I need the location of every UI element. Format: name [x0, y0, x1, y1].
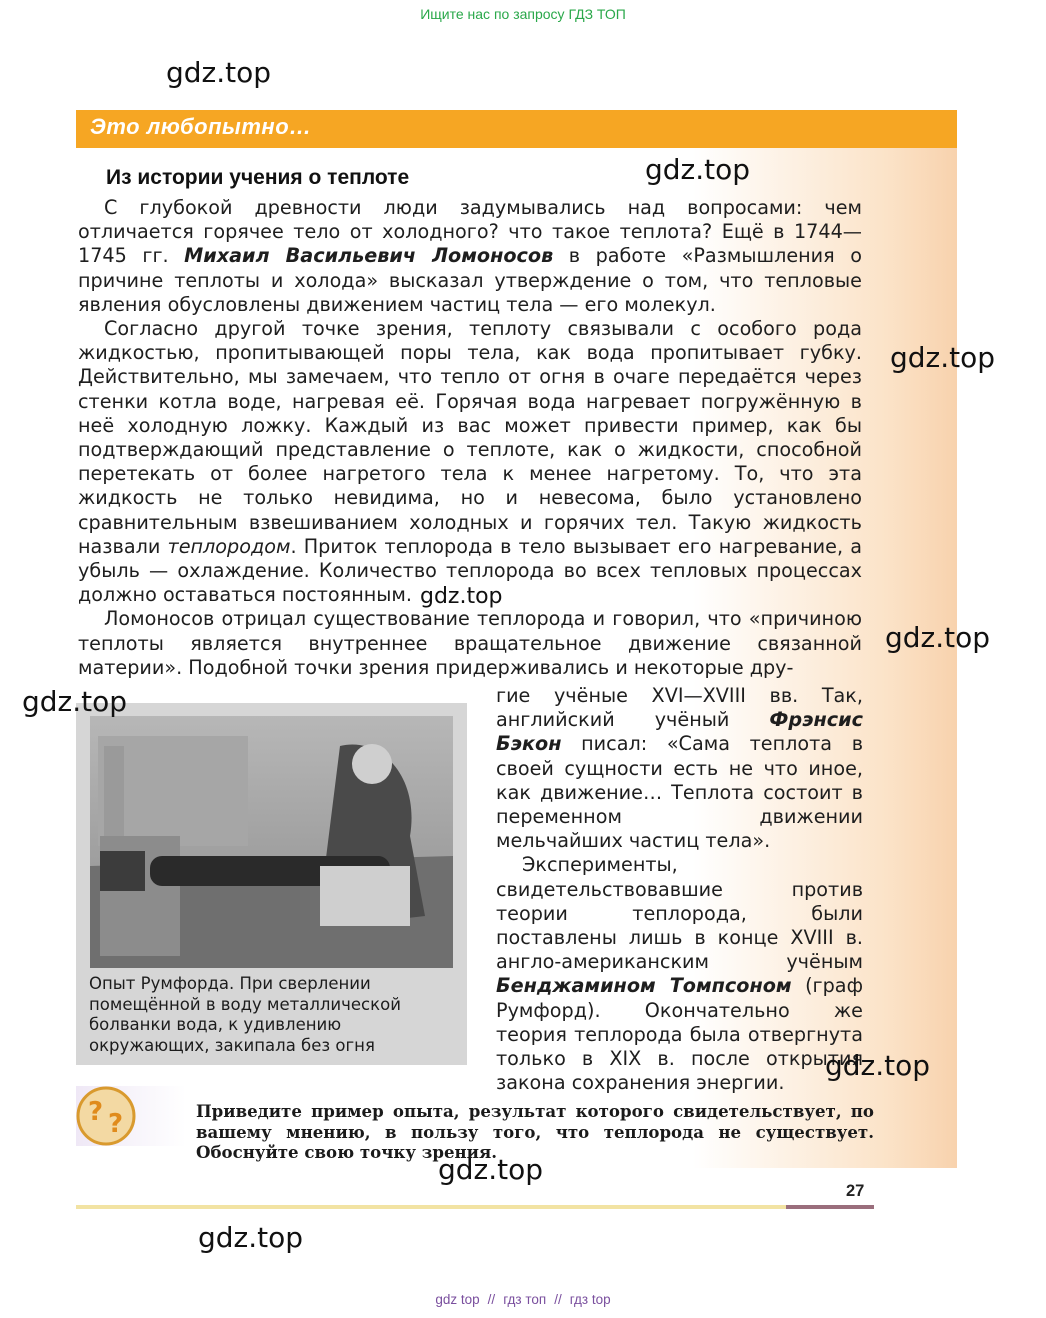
separator: // [487, 1292, 496, 1307]
section-title: Из истории учения о теплоте [106, 166, 410, 189]
footer-rule-accent [786, 1205, 874, 1209]
bottom-link[interactable]: гдз top [569, 1292, 611, 1307]
bottom-links [0, 1292, 1046, 1307]
bottom-link[interactable]: гдз топ [503, 1292, 547, 1307]
thompson-name: Бенджамином Томпсоном [496, 974, 792, 998]
watermark: gdz.top [166, 56, 272, 89]
watermark: gdz.top [890, 341, 996, 374]
paragraph-2: Согласно другой точке зрения, теплоту связывали с особого рода жидкостью, пропитывающей поры тела, как вода пропитывает губку. Действительно, мы замечаем, что тепло от огня в очаге передаётся через стенки котла воде, нагревая её. Горячая вода нагревает погружённую в неё холодную ложку. Каждый из вас может привести пример, как бы подтверждающий представление о теплоте, как о жидкости, способной перетекать от более нагретого тела к менее нагретому. То, что эта жидкость не только невидима, но и невесома, было установлено сравнительным взвешиванием холодных и горячих тел. Такую жидкость назвали теплородом. Приток теплорода в тело вызывает его нагревание, а убыль — охлаждение. Количество теплорода во всех тепловых процессах должно оставаться постоянным. [78, 317, 862, 607]
paragraph-1: С глубокой древности люди задумывались над вопросами: чем отличается горячее тело от холодного? что такое теплота? Ещё в 1744—1745 гг. Михаил Васильевич Ломоносов в работе «Размышления о причине теплоты и холода» высказал утверждение о том, что тепловые явления обусловлены движением частиц тела — его молекул. [78, 196, 862, 316]
watermark: gdz.top [825, 1049, 931, 1082]
paragraph-4: Эксперименты, свидетельствовавшие против теории теплорода, были поставлены лишь в конце XVIII в. англо-американским учёным Бенджамином Томпсоном (граф Румфорд). Окончательно же теория теплорода была отвергнута только в XIX в. после открытия закона сохранения энергии. [496, 853, 863, 1095]
side-text [496, 684, 863, 1095]
watermark: gdz.top [198, 1221, 304, 1254]
paragraph-3-continued: гие учёные XVI—XVIII вв. Так, английский учёный Фрэнсис Бэкон писал: «Сама теплота в своей сущности есть не что иное, как движение… Теплота состоит в переменном движении мельчайших частиц тела». [496, 684, 864, 853]
term-teplorod: теплородом [167, 534, 291, 558]
watermark: gdz.top [645, 153, 751, 186]
question-marks-icon [76, 1086, 138, 1146]
bacon-name: Фрэнсис Бэкон [496, 708, 863, 756]
watermark: gdz.top [22, 685, 128, 718]
separator: // [554, 1292, 562, 1307]
watermark: gdz.top [420, 584, 503, 609]
lomonosov-name: Михаил Васильевич Ломоносов [184, 244, 554, 268]
paragraph-3: Ломоносов отрицал существование теплорода и говорил, что «причиною теплоты является внутреннее вращательное движение связанной материи». Подобной точки зрения придерживались и некоторые дру- [78, 607, 862, 679]
svg-text:?: ? [88, 1097, 104, 1127]
watermark: gdz.top [885, 621, 991, 654]
watermark: gdz.top [438, 1153, 544, 1186]
footer-rule [76, 1205, 786, 1209]
top-note: Ищите нас по запросу ГДЗ ТОП [420, 6, 626, 22]
bottom-link[interactable]: gdz top [435, 1292, 480, 1307]
banner-title: Это любопытно… [90, 114, 312, 139]
svg-text:?: ? [108, 1109, 124, 1139]
figure-caption: Опыт Румфорда. При сверлении помещённой в воду металлической болванки вода, к удивлению окружающих, закипала без огня [89, 974, 401, 1055]
rumford-experiment-image [90, 716, 453, 968]
page-number: 27 [846, 1182, 865, 1200]
question-text: Приведите пример опыта, результат которого свидетельствует, по вашему мнению, в пользу того, что теплорода не существует. Обоснуйте свою точку зрения. [196, 1101, 874, 1162]
